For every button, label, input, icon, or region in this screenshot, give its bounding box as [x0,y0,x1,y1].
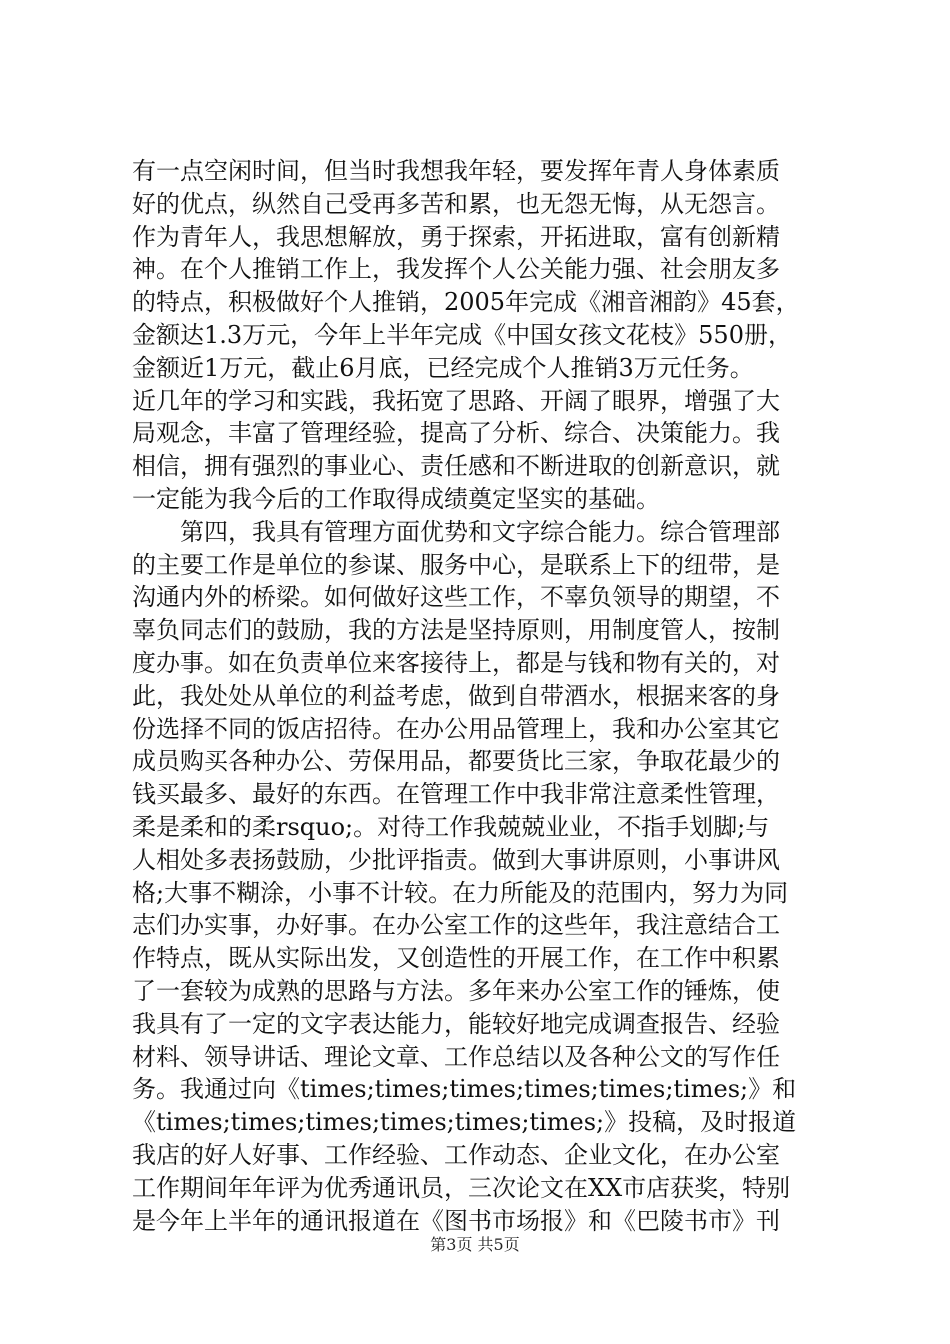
text-line: 此，我处处从单位的利益考虑，做到自带酒水，根据来客的身 [132,681,780,710]
text-line: 辜负同志们的鼓励，我的方法是坚持原则，用制度管人，按制 [132,616,780,645]
text-line: 了一套较为成熟的思路与方法。多年来办公室工作的锤炼，使 [132,976,780,1005]
text-line: 材料、领导讲话、理论文章、工作总结以及各种公文的写作任 [132,1042,780,1071]
text-line: 相信，拥有强烈的事业心、责任感和不断进取的创新意识，就 [132,452,780,481]
page-number-footer: 第3页 共5页 [430,1235,520,1254]
text-line: 神。在个人推销工作上，我发挥个人公关能力强、社会朋友多 [132,255,780,284]
text-line: 作为青年人，我思想解放，勇于探索，开拓进取，富有创新精 [132,222,780,251]
text-line: 我店的好人好事、工作经验、工作动态、企业文化，在办公室 [132,1140,780,1169]
text-line: 作特点，既从实际出发，又创造性的开展工作，在工作中积累 [132,944,780,973]
text-line: 格;大事不糊涂，小事不计较。在力所能及的范围内，努力为同 [132,878,789,907]
text-line: 的主要工作是单位的参谋、服务中心，是联系上下的纽带，是 [132,550,780,579]
text-line: 《times;times;times;times;times;times;》投稿，及时报道 [132,1108,797,1137]
text-line: 度办事。如在负责单位来客接待上，都是与钱和物有关的，对 [132,648,780,677]
document-body [132,155,822,1237]
text-line: 份选择不同的饭店招待。在办公用品管理上，我和办公室其它 [132,714,780,743]
text-line: 钱买最多、最好的东西。在管理工作中我非常注意柔性管理， [132,780,780,809]
paragraph-start-line: 第四，我具有管理方面优势和文字综合能力。综合管理部 [180,517,780,546]
text-line: 局观念，丰富了管理经验，提高了分析、综合、决策能力。我 [132,419,780,448]
text-line: 我具有了一定的文字表达能力，能较好地完成调查报告、经验 [132,1009,780,1038]
text-line: 工作期间年年评为优秀通讯员，三次论文在XX市店获奖，特别 [132,1173,791,1202]
text-line: 成员购买各种办公、劳保用品，都要货比三家，争取花最少的 [132,747,780,776]
text-line: 好的优点，纵然自己受再多苦和累，也无怨无悔，从无怨言。 [132,189,780,218]
text-line: 的特点，积极做好个人推销，2005年完成《湘音湘韵》45套， [132,288,800,317]
text-line: 柔是柔和的柔rsquo;。对待工作我兢兢业业，不指手划脚;与 [132,812,770,841]
text-line: 金额近1万元，截止6月底，已经完成个人推销3万元任务。 [132,353,754,382]
text-line: 务。我通过向《times;times;times;times;times;times;》和 [132,1075,797,1104]
text-line: 志们办实事，办好事。在办公室工作的这些年，我注意结合工 [132,911,780,940]
text-line: 近几年的学习和实践，我拓宽了思路、开阔了眼界，增强了大 [132,386,780,415]
text-line: 一定能为我今后的工作取得成绩奠定坚实的基础。 [132,484,660,513]
text-line: 人相处多表扬鼓励，少批评指责。做到大事讲原则，小事讲风 [132,845,780,874]
text-line: 沟通内外的桥梁。如何做好这些工作，不辜负领导的期望，不 [132,583,780,612]
text-line: 有一点空闲时间，但当时我想我年轻，要发挥年青人身体素质 [132,157,780,185]
text-line: 金额达1.3万元，今年上半年完成《中国女孩文花枝》550册， [132,320,792,349]
text-line: 是今年上半年的通讯报道在《图书市场报》和《巴陵书市》刊 [132,1206,780,1235]
